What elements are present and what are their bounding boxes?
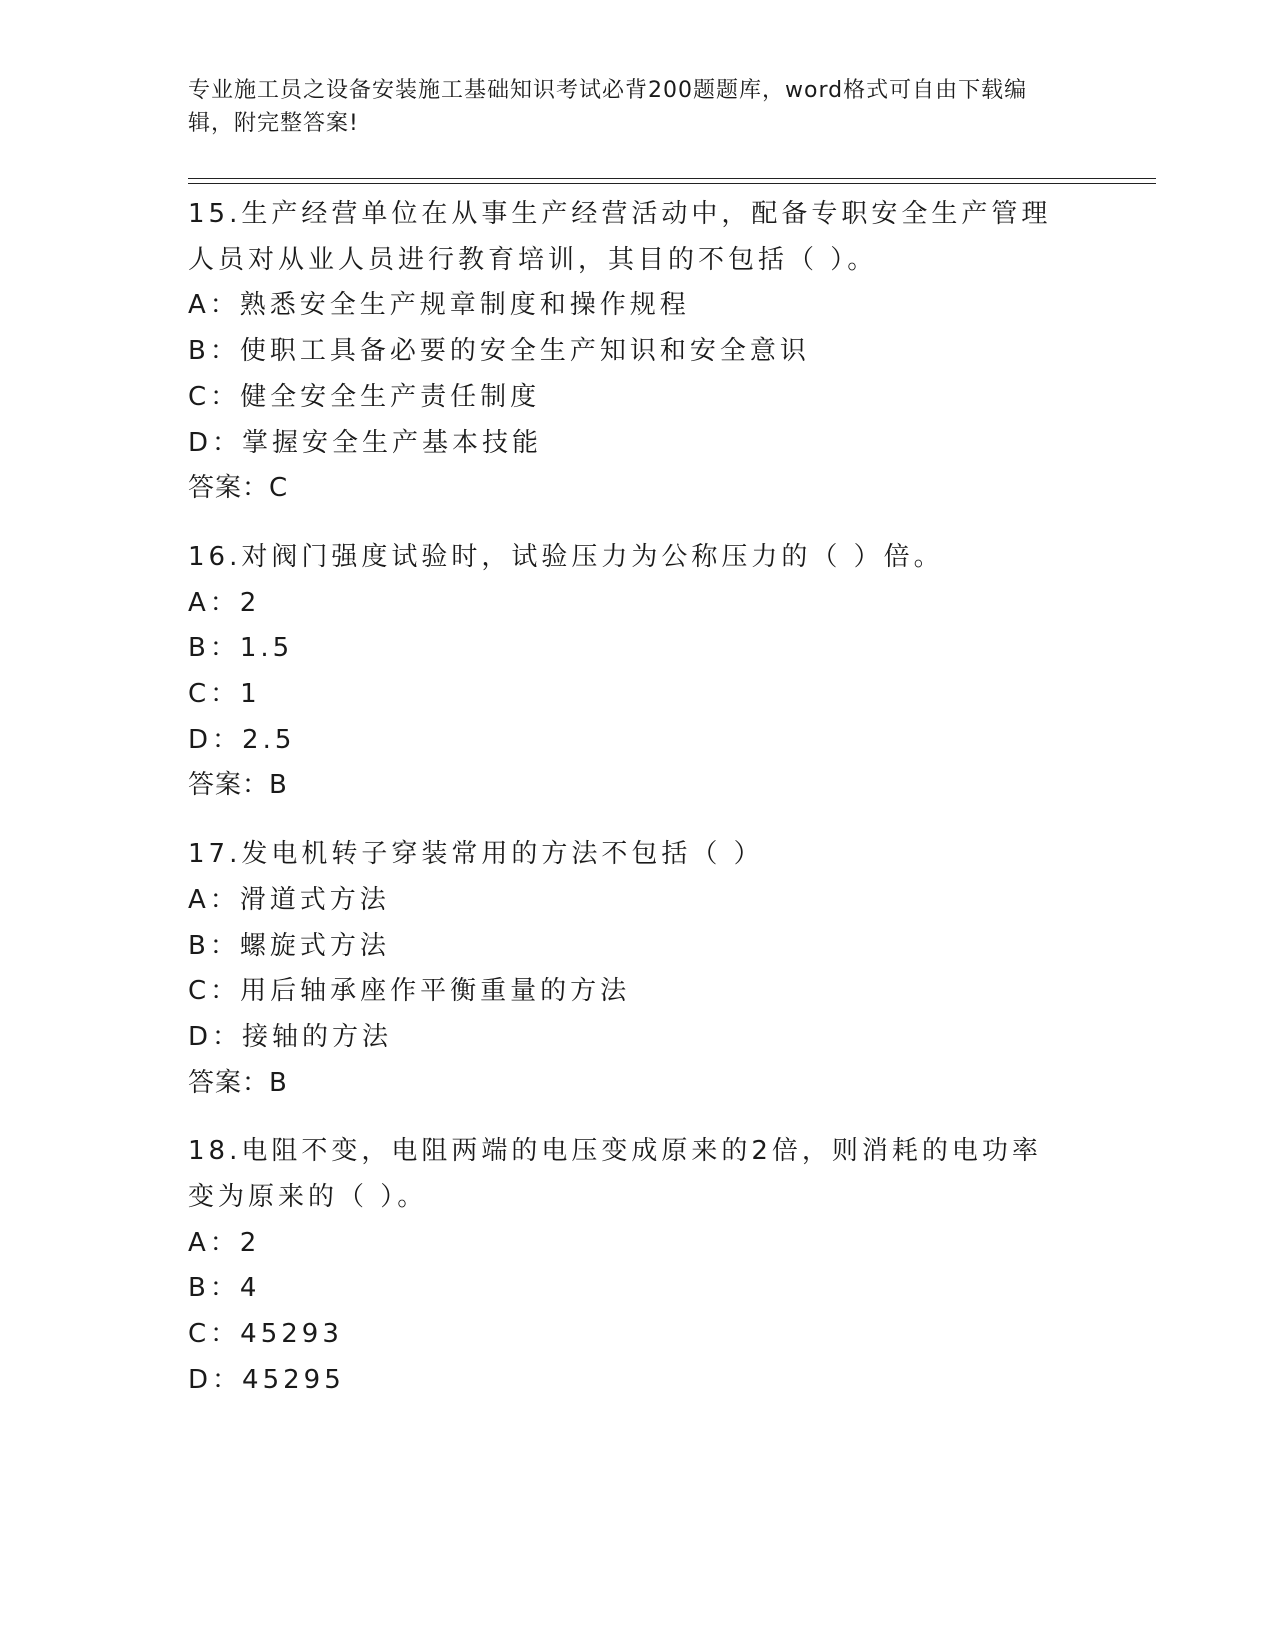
option-a: A：2 (188, 1227, 261, 1258)
answer-line: 答案：C (188, 473, 289, 504)
question-stem: 15.生产经营单位在从事生产经营活动中，配备专职安全生产管理人员对从业人员进行教育培训，其目的不包括（ ）。 (188, 199, 1052, 275)
answer-line: 答案：B (188, 770, 288, 801)
header-divider-bottom (188, 183, 1156, 184)
option-b: B：使职工具备必要的安全生产知识和安全意识 (188, 336, 810, 367)
option-c: C：1 (188, 679, 261, 710)
header-divider-top (188, 178, 1156, 179)
header-title: 专业施工员之设备安装施工基础知识考试必背200题题库，word格式可自由下载编辑，附完整答案! (188, 78, 1028, 136)
option-c: C：健全安全生产责任制度 (188, 381, 541, 412)
option-b: B：1.5 (188, 633, 294, 664)
question-stem: 17.发电机转子穿装常用的方法不包括（ ） (188, 839, 764, 870)
option-b: B：螺旋式方法 (188, 930, 390, 961)
document-header (188, 74, 1068, 140)
question-17 (188, 832, 1088, 1106)
question-stem: 16.对阀门强度试验时，试验压力为公称压力的（ ）倍。 (188, 541, 944, 572)
option-a: A：熟悉安全生产规章制度和操作规程 (188, 290, 690, 321)
option-d: D：2.5 (188, 724, 296, 755)
answer-line: 答案：B (188, 1067, 288, 1098)
question-list (188, 192, 1088, 1427)
option-a: A：2 (188, 587, 261, 618)
question-15 (188, 192, 1088, 512)
option-a: A：滑道式方法 (188, 884, 390, 915)
option-d: D：45295 (188, 1364, 345, 1395)
option-d: D：掌握安全生产基本技能 (188, 427, 543, 458)
question-18 (188, 1129, 1088, 1403)
option-d: D：接轴的方法 (188, 1021, 393, 1052)
option-c: C：45293 (188, 1319, 343, 1350)
option-c: C：用后轴承座作平衡重量的方法 (188, 976, 631, 1007)
question-16 (188, 535, 1088, 809)
option-b: B：4 (188, 1273, 261, 1304)
question-stem: 18.电阻不变，电阻两端的电压变成原来的2倍，则消耗的电功率变为原来的（ ）。 (188, 1136, 1042, 1213)
